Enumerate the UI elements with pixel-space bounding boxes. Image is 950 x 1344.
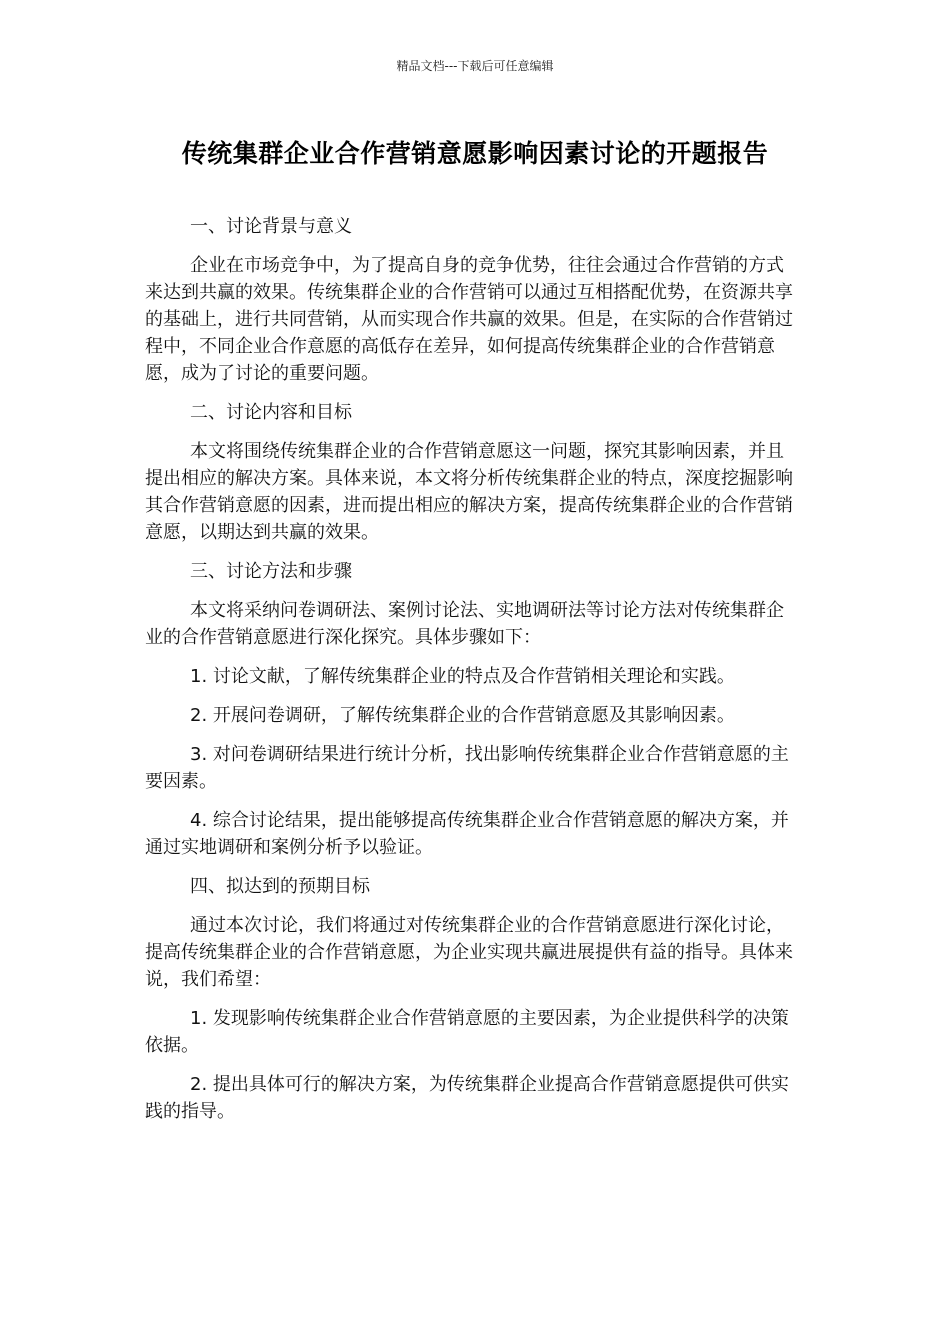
list-item-step-1: 1. 讨论文献，了解传统集群企业的特点及合作营销相关理论和实践。 — [190, 666, 735, 687]
paragraph-content: 本文将围绕传统集群企业的合作营销意愿这一问题，探究其影响因素，并且提出相应的解决方案。具体来说，本文将分析传统集群企业的特点，深度挖掘影响其合作营销意愿的因素，进而提出相应的解决方案，提高传统集群企业的合作营销意愿，以期达到共赢的效果。 — [145, 441, 793, 543]
section-heading-content: 二、讨论内容和目标 — [190, 402, 352, 423]
list-item-step-2: 2. 开展问卷调研，了解传统集群企业的合作营销意愿及其影响因素。 — [190, 705, 735, 726]
section-heading-goals: 四、拟达到的预期目标 — [190, 876, 370, 897]
document-title: 传统集群企业合作营销意愿影响因素讨论的开题报告 — [181, 139, 769, 168]
list-item-step-4: 4. 综合讨论结果，提出能够提高传统集群企业合作营销意愿的解决方案，并通过实地调研和案例分析予以验证。 — [145, 810, 789, 858]
paragraph-goals: 通过本次讨论，我们将通过对传统集群企业的合作营销意愿进行深化讨论，提高传统集群企业的合作营销意愿，为企业实现共赢进展提供有益的指导。具体来说，我们希望： — [145, 915, 793, 990]
list-item-goal-1: 1. 发现影响传统集群企业合作营销意愿的主要因素，为企业提供科学的决策依据。 — [145, 1008, 789, 1056]
document-body — [145, 213, 800, 1137]
section-heading-methods: 三、讨论方法和步骤 — [190, 561, 352, 582]
paragraph-methods: 本文将采纳问卷调研法、案例讨论法、实地调研法等讨论方法对传统集群企业的合作营销意愿进行深化探究。具体步骤如下： — [145, 600, 784, 648]
paragraph-background: 企业在市场竞争中，为了提高自身的竞争优势，往往会通过合作营销的方式来达到共赢的效果。传统集群企业的合作营销可以通过互相搭配优势，在资源共享的基础上，进行共同营销，从而实现合作共赢的效果。但是，在实际的合作营销过程中，不同企业合作意愿的高低存在差异，如何提高传统集群企业的合作营销意愿，成为了讨论的重要问题。 — [145, 255, 793, 384]
list-item-step-3: 3. 对问卷调研结果进行统计分析，找出影响传统集群企业合作营销意愿的主要因素。 — [145, 744, 789, 792]
header-note: 精品文档---下载后可任意编辑 — [396, 59, 554, 73]
section-heading-background: 一、讨论背景与意义 — [190, 216, 352, 237]
list-item-goal-2: 2. 提出具体可行的解决方案，为传统集群企业提高合作营销意愿提供可供实践的指导。 — [145, 1074, 789, 1122]
